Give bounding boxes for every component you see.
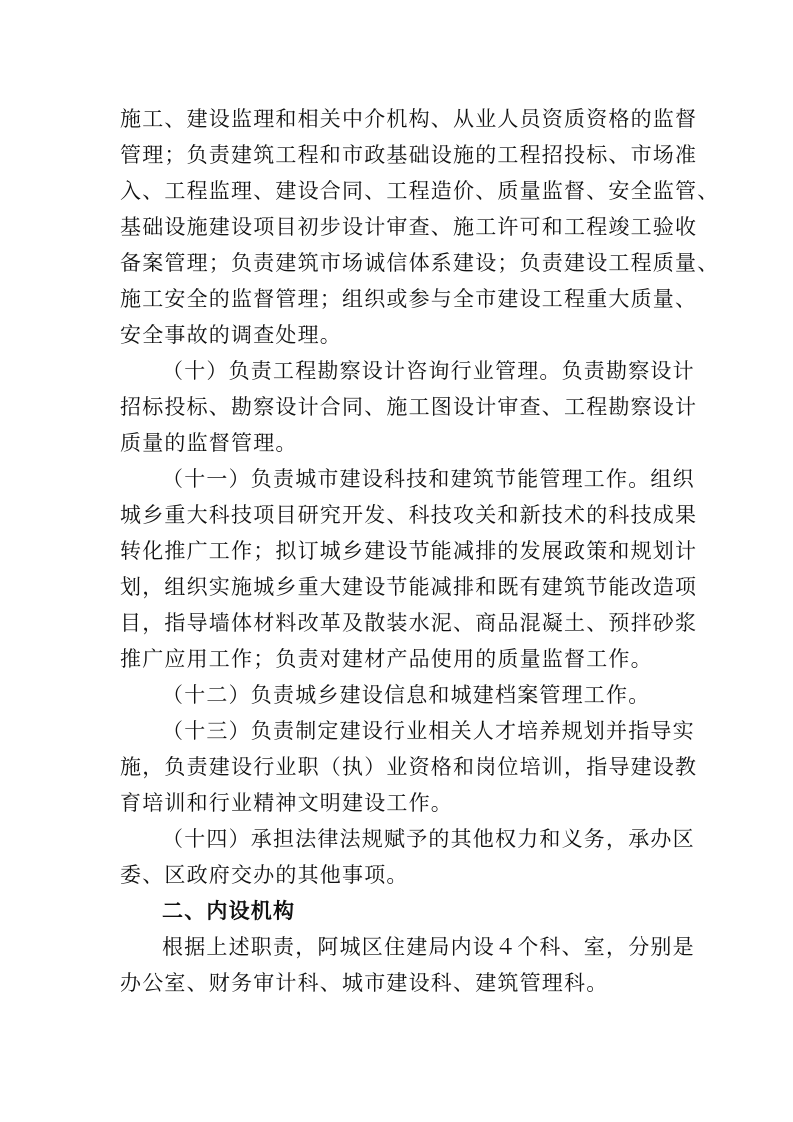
paragraph-line: 基础设施建设项目初步设计审查、施工许可和工程竣工验收 bbox=[120, 215, 698, 239]
paragraph-line: （十一）负责城市建设科技和建筑节能管理工作。组织 bbox=[162, 467, 695, 491]
paragraph-line: 目，指导墙体材料改革及散装水泥、商品混凝土、预拌砂浆 bbox=[120, 611, 698, 635]
paragraph-line: 施，负责建设行业职（执）业资格和岗位培训，指导建设教 bbox=[120, 755, 698, 779]
paragraph-line: 安全事故的调查处理。 bbox=[120, 323, 342, 347]
paragraph-line: 招标投标、勘察设计合同、施工图设计审查、工程勘察设计 bbox=[120, 395, 698, 419]
paragraph-line: （十二）负责城乡建设信息和城建档案管理工作。 bbox=[162, 683, 651, 707]
paragraph-line: 委、区政府交办的其他事项。 bbox=[120, 863, 409, 887]
paragraph-line: 根据上述职责，阿城区住建局内设４个科、室，分别是 bbox=[162, 935, 695, 959]
paragraph-line: （十三）负责制定建设行业相关人才培养规划并指导实 bbox=[162, 719, 695, 743]
section-heading: 二、内设机构 bbox=[162, 899, 296, 923]
paragraph-line: 城乡重大科技项目研究开发、科技攻关和新技术的科技成果 bbox=[120, 503, 698, 527]
paragraph-line: （十四）承担法律法规赋予的其他权力和义务，承办区 bbox=[162, 827, 695, 851]
paragraph-line: 质量的监督管理。 bbox=[120, 431, 298, 455]
paragraph-line: 备案管理；负责建筑市场诚信体系建设；负责建设工程质量、 bbox=[120, 251, 720, 275]
paragraph-line: 施工安全的监督管理；组织或参与全市建设工程重大质量、 bbox=[120, 287, 698, 311]
paragraph-line: 推广应用工作；负责对建材产品使用的质量监督工作。 bbox=[120, 647, 653, 671]
paragraph-line: 管理；负责建筑工程和市政基础设施的工程招投标、市场准 bbox=[120, 143, 698, 167]
paragraph-line: 入、工程监理、建设合同、工程造价、质量监督、安全监管、 bbox=[120, 179, 720, 203]
paragraph-line: 施工、建设监理和相关中介机构、从业人员资质资格的监督 bbox=[120, 107, 698, 131]
paragraph-line: 划，组织实施城乡重大建设节能减排和既有建筑节能改造项 bbox=[120, 575, 698, 599]
paragraph-line: 办公室、财务审计科、城市建设科、建筑管理科。 bbox=[120, 971, 609, 995]
paragraph-line: （十）负责工程勘察设计咨询行业管理。负责勘察设计 bbox=[162, 359, 695, 383]
paragraph-line: 育培训和行业精神文明建设工作。 bbox=[120, 791, 453, 815]
paragraph-line: 转化推广工作；拟订城乡建设节能减排的发展政策和规划计 bbox=[120, 539, 698, 563]
